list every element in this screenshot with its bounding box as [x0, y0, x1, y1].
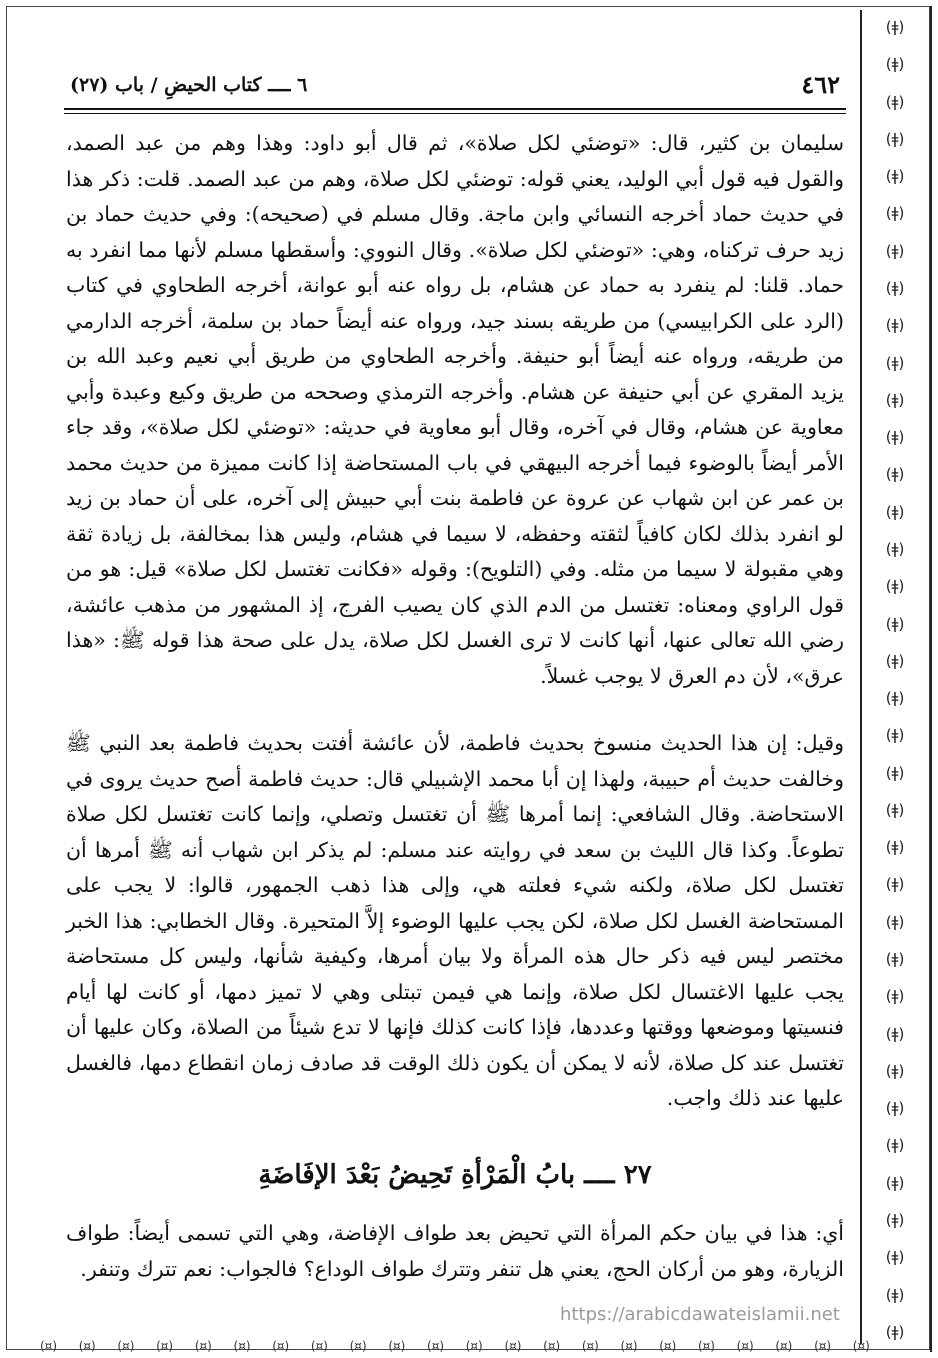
- page-number: ٤٦٢: [801, 70, 840, 99]
- paragraph-text: وقيل: إن هذا الحديث منسوخ بحديث فاطمة، لأن عائشة أفتت بحديث فاطمة بعد النبي ﷺ وخالفت حديث أم حبيبة، ولهذا إن أبا محمد الإشبيلي قال: حديث فاطمة أصح حديث يروى في الاستحاضة. وقال الشافعي: إنما أمرها ﷺ أن تغتسل وتصلي، وإنما كانت تغتسل لكل صلاة تطوعاً. وكذا قال الليث بن سعد في روايته عند مسلم: لم يذكر ابن شهاب أنه ﷺ أمرها أن تغتسل لكل صلاة، ولكنه شيء فعلته هي، وإلى هذا ذهب الجمهور، قالوا: لا يجب على المستحاضة الغسل لكل صلاة، لكن يجب عليها الوضوء إلاَّ المتحيرة. وقال الخطابي: هذا الخبر مختصر ليس فيه ذكر حال هذه المرأة ولا بيان أمرها، وكيفية شأنها، وليس كل مستحاضة يجب عليها الاغتسال لكل صلاة، وإنما هي فيمن تبتلى وهي لا تميز دمها، أو كانت لها أيام فنسيتها وموضعها ووقتها وعددها، فإذا كانت كذلك فإنها لا تدع شيئاً من الصلاة، وكان عليها أن تغتسل عند كل صلاة، لأنه لا يمكن أن يكون ذلك الوقت قد صادف زمان انقطاع دمها، فالغسل عليها عند ذلك واجب.: [66, 731, 844, 1110]
- decorative-bottom-chain: (¤) (¤) (¤) (¤) (¤) (¤) (¤) (¤) (¤) (¤) (¤) (¤) (¤) (¤) (¤) (¤) (¤) (¤) (¤) (¤) (¤) (¤): [40, 1339, 870, 1353]
- watermark-url: https://arabicdawateislamii.net: [560, 1304, 840, 1325]
- body-paragraph-2: [66, 726, 844, 1117]
- border-rule-outer: [930, 6, 932, 1352]
- body-paragraph-1: [66, 126, 844, 694]
- paragraph-text: أي: هذا في بيان حكم المرأة التي تحيض بعد طواف الإفاضة، وهي التي تسمى أيضاً: طواف الزيارة، وهو من أركان الحج، يعني هل تنفر وتترك طواف الوداع؟ فالجواب: نعم تترك وتنفر.: [66, 1221, 844, 1281]
- chapter-heading: ٢٧ ــــ بابُ الْمَرْأةِ تَحِيضُ بَعْدَ الإفَاضَةِ: [258, 1160, 652, 1190]
- paragraph-text: سليمان بن كثير، قال: «توضئي لكل صلاة»، ثم قال أبو داود: وهذا وهم من عبد الصمد، والقول فيه قول أبي الوليد، يعني قوله: توضئي لكل صلاة، وهم من عبد الصمد. قلت: ذكر هذا في حديث حماد أخرجه النسائي وابن ماجة. وقال مسلم في (صحيحه): وفي حديث حماد بن زيد حرف تركناه، وهي: «توضئي لكل صلاة». وقال النووي: وأسقطها مسلم لأنها مما انفرد به حماد. قلنا: لم ينفرد به حماد عن هشام، بل رواه عنه أبو عوانة، أخرجه الطحاوي في كتاب (الرد على الكرابيسي) من طريقه بسند جيد، ورواه عنه أيضاً حماد بن سلمة، أخرجه الدارمي من طريقه، ورواه عنه أيضاً أبو حنيفة. وأخرجه الطحاوي من طريق أبي نعيم وعبد الله بن يزيد المقري عن أبي حنيفة عن هشام. وأخرجه الترمذي وصححه من طريق وكيع وعبدة وأبي معاوية عن هشام، وقال في آخره، وقال أبو معاوية في حديثه: «توضئي لكل صلاة»، وقد جاء الأمر أيضاً بالوضوء فيما أخرجه البيهقي في باب المستحاضة إذا كانت مميزة من حديث محمد بن عمر عن ابن شهاب عن عروة عن فاطمة بنت أبي حبيش إلى آخره، على أن حماد بن زيد لو انفرد بذلك لكان كافياً لثقته وحفظه، لا سيما في هشام، وليس هذا بمخالفة، بل زيادة ثقة وهي مقبولة لا سيما من مثله. وفي (التلويح): وقوله «فكانت تغتسل لكل صلاة» قيل: هو من قول الراوي ومعناه: تغتسل من الدم الذي كان يصيب الفرج، إذ المشهور من مذهب عائشة، رضي الله تعالى عنها، أنها كانت لا ترى الغسل لكل صلاة، يدل على صحة هذا قوله ﷺ: «هذا عرق»، لأن دم العرق لا يوجب غسلاً.: [66, 131, 844, 688]
- running-title: ٦ ــــ كتاب الحيضِ / باب (٢٧): [70, 74, 308, 96]
- decorative-border-chain: (ǂ) (ǂ) (ǂ) (ǂ) (ǂ) (ǂ) (ǂ) (ǂ) (ǂ) (ǂ) (ǂ) (ǂ) (ǂ) (ǂ) (ǂ) (ǂ) (ǂ) (ǂ) (ǂ) (ǂ) (ǂ) (ǂ) (ǂ) (ǂ) (ǂ) (ǂ) (ǂ) (ǂ) (ǂ) (ǂ) (ǂ) (ǂ) (ǂ) (ǂ) (ǂ) (ǂ): [885, 18, 905, 1341]
- chapter-paragraph: [66, 1216, 844, 1287]
- page-header: [64, 70, 846, 104]
- header-divider: [64, 108, 846, 114]
- border-rule: [860, 10, 862, 1344]
